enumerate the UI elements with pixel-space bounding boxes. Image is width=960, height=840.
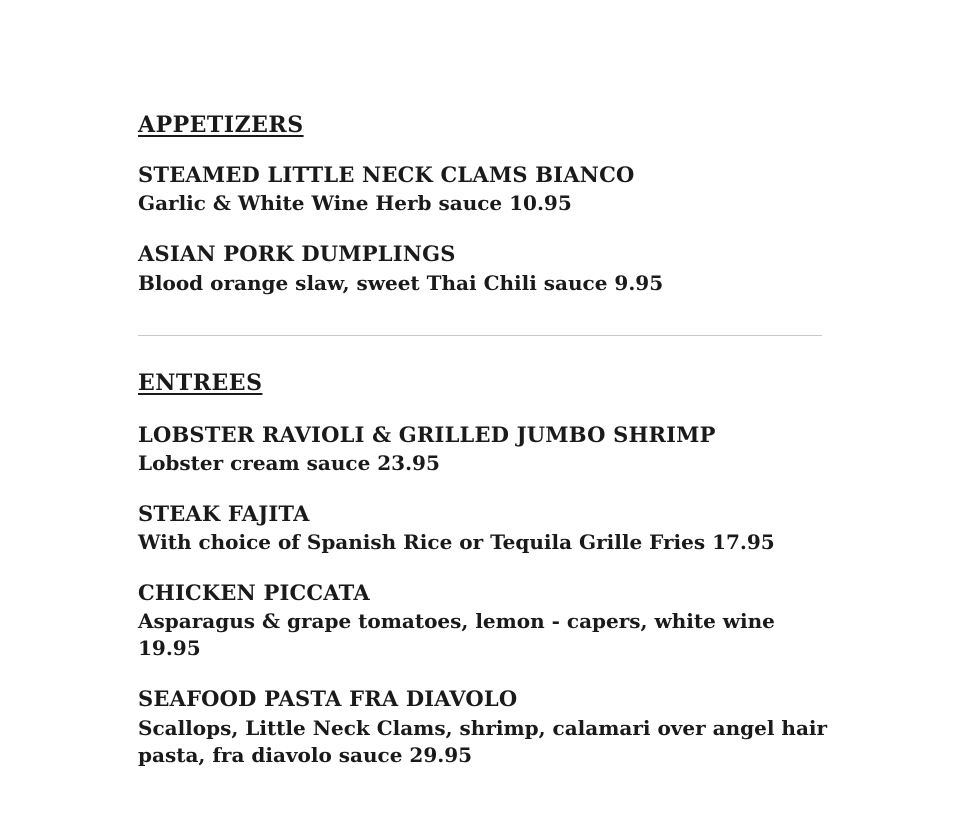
menu-item (138, 422, 838, 477)
menu-item (138, 686, 838, 768)
menu-section-appetizers (138, 0, 838, 297)
menu-item-description: Blood orange slaw, sweet Thai Chili sauce 9.95 (138, 270, 664, 295)
menu-item-name: STEAMED LITTLE NECK CLAMS BIANCO (138, 162, 635, 187)
menu-item-name: CHICKEN PICCATA (138, 580, 370, 605)
menu-item-name: ASIAN PORK DUMPLINGS (138, 241, 456, 267)
menu-item (138, 580, 838, 662)
menu-item-description: Garlic & White Wine Herb sauce 10.95 (138, 191, 572, 216)
section-heading-appetizers: APPETIZERS (138, 112, 304, 138)
menu-item-name: STEAK FAJITA (138, 500, 310, 526)
menu-item-name: LOBSTER RAVIOLI & GRILLED JUMBO SHRIMP (138, 421, 716, 447)
menu-item-description: Scallops, Little Neck Clams, shrimp, calamari over angel hair pasta, fra diavolo sauce 29.95 (138, 715, 828, 767)
menu-document (138, 0, 838, 769)
menu-item (138, 241, 838, 296)
menu-item (138, 501, 838, 556)
menu-item-description: Lobster cream sauce 23.95 (138, 450, 440, 475)
menu-item-name: SEAFOOD PASTA FRA DIAVOLO (138, 686, 518, 712)
section-divider (138, 335, 822, 336)
menu-item-description: With choice of Spanish Rice or Tequila Grille Fries 17.95 (138, 530, 775, 554)
section-heading-entrees: ENTREES (138, 369, 263, 396)
menu-item-description: Asparagus & grape tomatoes, lemon - capers, white wine 19.95 (138, 609, 775, 661)
menu-item (138, 162, 838, 217)
menu-section-entrees (138, 370, 838, 769)
